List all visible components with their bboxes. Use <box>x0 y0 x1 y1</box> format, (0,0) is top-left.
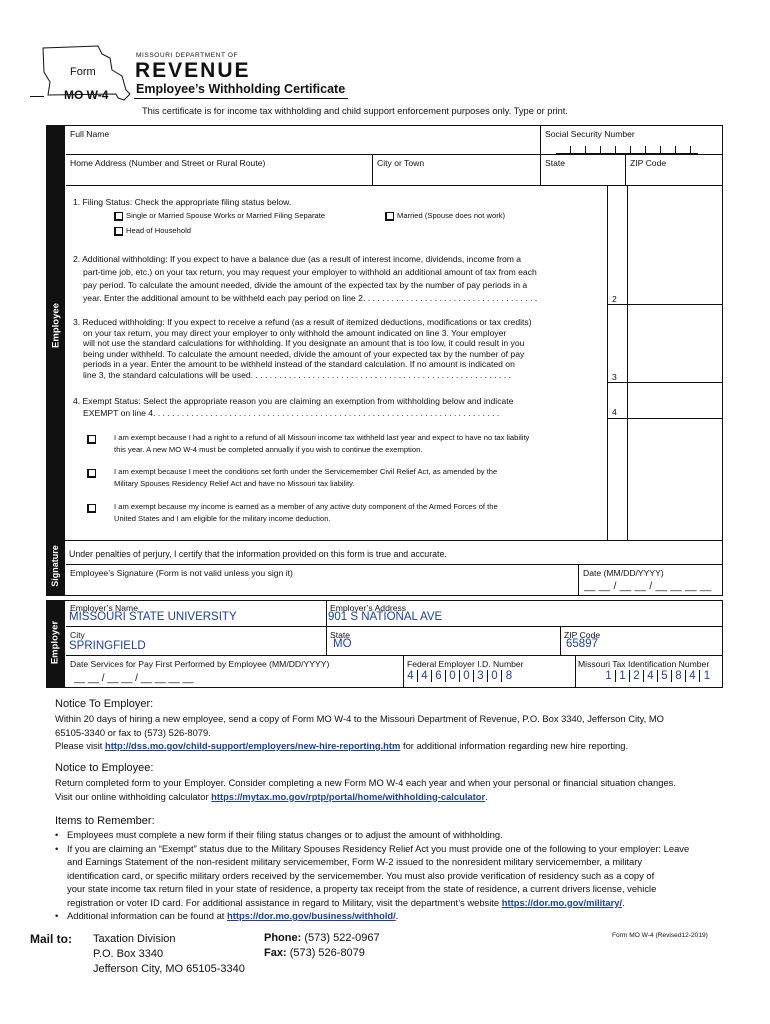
mail-address <box>93 932 245 977</box>
bullet-text: Employees must complete a new form if their filing status changes or to adjust the amount of withholding. <box>67 829 503 840</box>
divider <box>608 304 723 305</box>
list-item: • Employees must complete a new form if their filing status changes or to adjust the amount of withholding. <box>55 829 503 840</box>
employee-sidebar <box>46 125 65 541</box>
exempt-reason-3-b: United States and I am eligible for the military income deduction. <box>114 513 331 523</box>
mail-address-line: Taxation Division <box>93 933 176 945</box>
divider <box>578 564 579 596</box>
header-dash <box>30 96 44 97</box>
zip-label: ZIP Code <box>630 158 667 168</box>
line2-text-d: year. Enter the additional amount to be withheld each pay period on line 2. . . . . . . . . . . . . . . . . . . . . . . . . . . . . . . . . . . . . <box>83 293 538 303</box>
list-item-cont <box>55 855 725 869</box>
mail-address-line: P.O. Box 3340 <box>93 948 164 960</box>
bullet-text: and Earnings Statement of the non-resident military servicemember, Form W-2 issued to the nonresident military servicemember, a military <box>67 856 643 867</box>
divider <box>608 382 723 383</box>
phone-number: (573) 522-0967 <box>304 932 380 944</box>
signature-date-label: Date (MM/DD/YYYY) <box>583 568 664 578</box>
mo-tax-id-digit: 1 <box>616 670 630 682</box>
notice-employee-heading: Notice to Employee: <box>55 762 154 774</box>
bullet-text: identification card, or specific military orders received by the servicemember. You must also provide verification of residency such as a copy of <box>67 869 655 881</box>
exempt-checkbox-1[interactable] <box>87 431 99 449</box>
fein-input[interactable] <box>404 670 516 682</box>
filing-status-married[interactable] <box>385 211 505 221</box>
mo-tax-id-digit: 1 <box>602 670 616 682</box>
fein-digit: 3 <box>474 670 488 682</box>
phone-label: Phone: <box>264 932 302 944</box>
state-input[interactable] <box>541 170 625 184</box>
employer-address-label: Employer’s Address <box>330 603 407 613</box>
exempt-reason-1 <box>114 432 529 455</box>
line2-amount-input[interactable] <box>628 290 722 304</box>
exempt-reason-2 <box>114 466 497 489</box>
items-to-remember-heading: Items to Remember: <box>55 815 155 827</box>
exempt-reason-1-b: this year. A new MO W-4 must be completed annually if you wish to continue the exemption. <box>114 444 423 454</box>
notice-employer-body <box>55 712 664 753</box>
fax-label: Fax: <box>264 947 287 959</box>
signature-sidebar <box>46 541 65 596</box>
new-hire-reporting-link[interactable]: http://dss.mo.gov/child-support/employers/new-hire-reporting.htm <box>105 740 401 751</box>
mo-tax-id-digit: 2 <box>630 670 644 682</box>
agency-logo-text: REVENUE <box>135 59 251 82</box>
mo-tax-id-digit: 8 <box>672 670 686 682</box>
filing-status-single-label: Single or Married Spouse Works or Married Filing Separate <box>126 211 326 220</box>
employer-zip-input[interactable]: 65897 <box>566 638 598 650</box>
divider <box>66 564 723 565</box>
line4-number: 4 <box>612 407 617 417</box>
bullet-text: . <box>395 910 399 921</box>
line3-text-c: will not use the standard calculations for withholding. If you designate an amount that is too low, it could result in you <box>83 338 525 348</box>
form-revision: Form MO W-4 (Revised12-2019) <box>612 932 708 939</box>
line3-amount-input[interactable] <box>628 368 722 382</box>
divider <box>575 655 576 688</box>
fein-digit: 0 <box>460 670 474 682</box>
employee-signature-label: Employee’s Signature (Form is not valid unless you sign it) <box>70 568 293 578</box>
employer-zip-label: ZIP Code <box>564 630 601 640</box>
employee-section-label: Employee <box>50 303 62 348</box>
fein-digit: 4 <box>404 670 418 682</box>
employee-signature-input[interactable] <box>66 580 578 595</box>
employer-city-label: City <box>70 630 85 640</box>
form-number: MO W-4 <box>64 88 109 102</box>
list-item-cont <box>55 882 725 896</box>
fein-label: Federal Employer I.D. Number <box>407 659 524 669</box>
filing-status-single[interactable] <box>114 211 325 221</box>
line3-text-b: on your tax return, you may direct your employer to only withhold the amount indicated on line 3. Your employer <box>83 327 507 338</box>
divider <box>560 626 561 655</box>
exempt-checkbox-3[interactable] <box>87 500 99 518</box>
notice-employee-line-a: Return completed form to your Employer. Consider completing a new Form MO W-4 each year and when your personal or financial situation changes. <box>55 777 676 788</box>
services-date-input[interactable]: __ __ / __ __ / __ __ __ __ <box>74 673 194 684</box>
notice-text: Visit our online withholding calculator <box>55 790 212 802</box>
notice-employer-line-a: Within 20 days of hiring a new employee, send a copy of Form MO W-4 to the Missouri Department of Revenue, P.O. Box 3340, Jefferson City, MO <box>55 713 664 724</box>
contact-phone <box>264 932 380 944</box>
employer-section-label: Employer <box>49 620 61 665</box>
divider <box>66 626 723 627</box>
exempt-reason-2-b: Military Spouses Residency Relief Act and have no Missouri tax liability. <box>114 478 355 488</box>
checkbox[interactable] <box>385 212 394 221</box>
list-item-cont <box>55 869 725 883</box>
line3-number: 3 <box>612 372 617 382</box>
items-to-remember-list <box>55 828 725 923</box>
fein-digit: 0 <box>446 670 460 682</box>
full-name-input[interactable] <box>66 140 540 154</box>
form-subtitle: This certificate is for income tax withholding and child support enforcement purposes only. Type or print. <box>142 106 568 116</box>
zip-input[interactable] <box>626 170 722 184</box>
bullet-text: registration or voter ID card. For additional assistance in regard to Military, visit the department’s website <box>67 896 502 908</box>
form-label: Form <box>70 66 96 78</box>
amount-column-right <box>627 185 628 541</box>
notice-employee-body <box>55 776 676 803</box>
line3-text-d: being under withheld. To calculate the amount needed, divide the amount of your expected tax by the number of pay <box>83 348 525 359</box>
notice-employer-line-b: 65105-3340 or fax to (573) 526-8079. <box>55 726 211 738</box>
line3-text-e: periods in a year. Enter the amount to be withheld instead of the standard calculation. If no amount is indicated on <box>83 359 515 369</box>
fein-digit: 6 <box>432 670 446 682</box>
signature-date-input[interactable]: __ __ / __ __ / __ __ __ __ <box>584 581 712 592</box>
bullet-text: your state income tax return filed in your state of residence, a property tax receipt from the state of residence, a current drivers license, vehicle <box>67 883 657 894</box>
exempt-reason-1-a: I am exempt because I had a right to a refund of all Missouri income tax withheld last year and expect to have no tax liability <box>114 433 530 442</box>
checkbox[interactable] <box>87 435 96 444</box>
state-label: State <box>545 158 566 168</box>
line4-amount-input[interactable] <box>628 404 722 418</box>
form-title: Employee’s Withholding Certificate <box>136 82 346 96</box>
military-link[interactable]: https://dor.mo.gov/military/ <box>501 896 623 908</box>
services-date-label: Date Services for Pay First Performed by Employee (MM/DD/YYYY) <box>70 659 330 669</box>
line1-title: 1. Filing Status: Check the appropriate filing status below. <box>73 197 292 207</box>
mail-to-label: Mail to: <box>30 932 72 946</box>
checkbox[interactable] <box>114 227 123 236</box>
bullet-text: Additional information can be found at <box>67 910 228 921</box>
ssn-label: Social Security Number <box>545 129 635 139</box>
notice-employer-line-c <box>55 739 664 753</box>
checkbox[interactable] <box>114 212 123 221</box>
withhold-info-link[interactable]: https://dor.mo.gov/business/withhold/ <box>227 910 396 921</box>
filing-status-married-label: Married (Spouse does not work) <box>397 211 506 220</box>
home-address-input[interactable] <box>66 170 372 184</box>
line4-text-a: 4. Exempt Status: Select the appropriate reason you are claiming an exemption from withholding below and indicate <box>73 396 514 406</box>
title-rule <box>134 98 348 99</box>
mo-tax-id-digit: 4 <box>644 670 658 682</box>
contact-fax <box>264 947 365 959</box>
list-item: • Additional information can be found at https://dor.mo.gov/business/withhold/. <box>55 910 399 921</box>
divider <box>326 600 327 655</box>
notice-text: for additional information regarding new hire reporting. <box>400 740 629 751</box>
fein-digit: 0 <box>488 670 502 682</box>
mo-tax-id-input[interactable] <box>602 670 714 682</box>
employer-address-input[interactable]: 901 S NATIONAL AVE <box>328 611 443 623</box>
employer-sidebar <box>46 600 65 688</box>
line4-text <box>73 395 613 419</box>
home-address-label: Home Address (Number and Street or Rural Route) <box>70 158 266 168</box>
withholding-calculator-link[interactable]: https://mytax.mo.gov/rptp/portal/home/withholding-calculator <box>211 790 486 802</box>
bullet-text: . <box>622 896 625 908</box>
filing-status-hoh-label: Head of Household <box>126 226 192 235</box>
divider <box>66 655 723 656</box>
line3-text <box>73 317 613 380</box>
line2-text-c: pay period. To calculate the amount needed, divide the amount of the expected tax by the number of pay periods in a <box>83 280 528 290</box>
bullet-text: If you are claiming an “Exempt” status due to the Military Spouses Residency Relief Act you must provide one of the following to your employer: Leave <box>67 842 690 854</box>
exempt-reason-2-a: I am exempt because I meet the conditions set forth under the Servicemember Civil Relief Act, as amended by the <box>114 467 498 476</box>
signature-section-label: Signature <box>50 545 60 587</box>
line2-text-a: 2. Additional withholding: If you expect to have a balance due (as a result of interest income, dividends, income from a <box>73 254 522 264</box>
exempt-reason-3 <box>114 501 498 524</box>
city-input[interactable] <box>373 170 539 184</box>
city-label: City or Town <box>377 158 425 168</box>
ssn-input[interactable] <box>556 146 698 154</box>
fein-digit: 8 <box>505 670 513 682</box>
notice-text: Please visit <box>55 740 106 751</box>
notice-text: . <box>485 790 488 802</box>
line2-text-b: part-time job, etc.) on your tax return, you may request your employer to withhold an additional amount of tax from each <box>83 267 537 277</box>
line2-text <box>73 253 613 305</box>
list-item-cont <box>55 896 725 910</box>
full-name-label: Full Name <box>70 129 110 139</box>
notice-employee-line-b <box>55 790 676 804</box>
employer-state-label: State <box>330 630 351 640</box>
notice-employer-heading: Notice To Employer: <box>55 698 154 710</box>
checkbox[interactable] <box>87 469 96 478</box>
mo-tax-id-label: Missouri Tax Identification Number <box>578 659 710 669</box>
divider <box>66 185 723 186</box>
fax-number: (573) 526-8079 <box>289 947 365 959</box>
mo-tax-id-digit: 4 <box>686 670 700 682</box>
employer-name-label: Employer’s Name <box>70 603 138 613</box>
employer-name-input[interactable]: MISSOURI STATE UNIVERSITY <box>69 611 237 623</box>
fein-digit: 4 <box>418 670 432 682</box>
divider <box>608 418 723 419</box>
employer-city-input[interactable]: SPRINGFIELD <box>69 640 146 652</box>
line2-number: 2 <box>612 294 617 304</box>
mo-tax-id-digit: 5 <box>658 670 672 682</box>
perjury-statement: Under penalties of perjury, I certify that the information provided on this form is true and accurate. <box>69 549 447 559</box>
mail-address-line: Jefferson City, MO 65105-3340 <box>93 963 245 975</box>
employer-state-input[interactable]: MO <box>333 638 352 650</box>
exempt-reason-3-a: I am exempt because my income is earned as a member of any active duty component of the Armed Forces of the <box>114 502 498 511</box>
line3-text-f: line 3, the standard calculations will be used. . . . . . . . . . . . . . . . . . . . . . . . . . . . . . . . . . . . . . . . . . . . . . . . . . . . . . . <box>83 369 511 380</box>
checkbox[interactable] <box>87 504 96 513</box>
agency-small-text: MISSOURI DEPARTMENT OF <box>136 52 239 59</box>
list-item: • If you are claiming an “Exempt” status due to the Military Spouses Residency Relief Act you must provide one of the following to your employer: Leave <box>55 842 690 854</box>
mo-tax-id-digit: 1 <box>703 670 711 682</box>
exempt-checkbox-2[interactable] <box>87 465 99 483</box>
filing-status-hoh[interactable] <box>114 226 191 236</box>
line3-text-a: 3. Reduced withholding: If you expect to receive a refund (as a result of itemized deductions, modifications or tax credits) <box>73 317 532 327</box>
line4-text-b: EXEMPT on line 4. . . . . . . . . . . . . . . . . . . . . . . . . . . . . . . . . . . . . . . . . . . . . . . . . . . . . . . . . . . . . . . . . . . . . . . . . <box>83 408 500 418</box>
